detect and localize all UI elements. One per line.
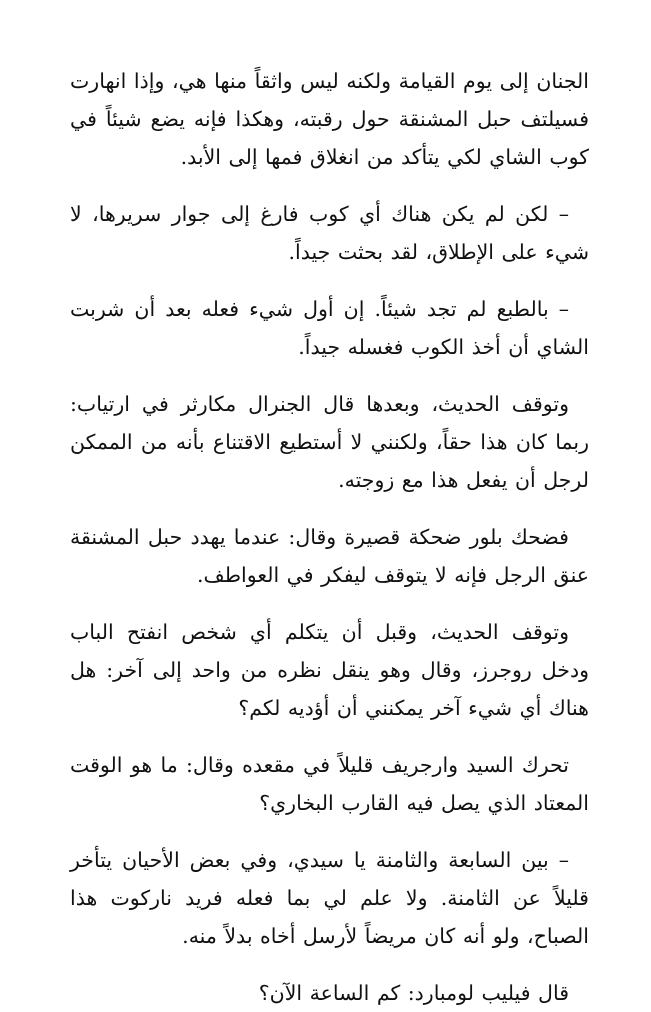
paragraph-dialogue-washed-cup: – بالطبع لم تجد شيئاً. إن أول شيء فعله بعد أن شربت الشاي أن أخذ الكوب فغسله جيداً. — [70, 297, 589, 359]
paragraph-blore-laugh: فضحك بلور ضحكة قصيرة وقال: عندما يهدد حبل المشنقة عنق الرجل فإنه لا يتوقف ليفكر في العواطف. — [70, 525, 589, 587]
paragraph-general-doubt: وتوقف الحديث، وبعدها قال الجنرال مكارثر في ارتياب: ربما كان هذا حقاً، ولكنني لا أستطيع الاقتناع بأنه من الممكن لرجل أن يفعل هذا مع زوجته. — [70, 392, 589, 492]
paragraph-continuation: الجنان إلى يوم القيامة ولكنه ليس واثقاً منها هي، وإذا انهارت فسيلتف حبل المشنقة حول رقبته، وهكذا فإنه يضع شيئاً في كوب الشاي لكي يتأكد من انغلاق فمها إلى الأبد. — [70, 69, 589, 169]
paragraph-boat-time-answer: – بين السابعة والثامنة يا سيدي، وفي بعض الأحيان يتأخر قليلاً عن الثامنة. ولا علم لي بما فعله فريد ناركوت هذا الصباح، ولو أنه كان مريضاً لأرسل أخاه بدلاً منه. — [70, 848, 589, 948]
paragraph-wargrave-question: تحرك السيد وارجريف قليلاً في مقعده وقال: ما هو الوقت المعتاد الذي يصل فيه القارب البخاري؟ — [70, 753, 589, 815]
paragraph-rogers-enters: وتوقف الحديث، وقبل أن يتكلم أي شخص انفتح الباب ودخل روجرز، وقال وهو ينقل نظره من واحد إلى آخر: هل هناك أي شيء آخر يمكنني أن أؤديه لكم؟ — [70, 620, 589, 720]
paragraph-lombard-question: قال فيليب لومبارد: كم الساعة الآن؟ — [258, 981, 569, 1005]
paragraph-dialogue-empty-cup: – لكن لم يكن هناك أي كوب فارغ إلى جوار سريرها، لا شيء على الإطلاق، لقد بحثت جيداً. — [70, 202, 589, 264]
